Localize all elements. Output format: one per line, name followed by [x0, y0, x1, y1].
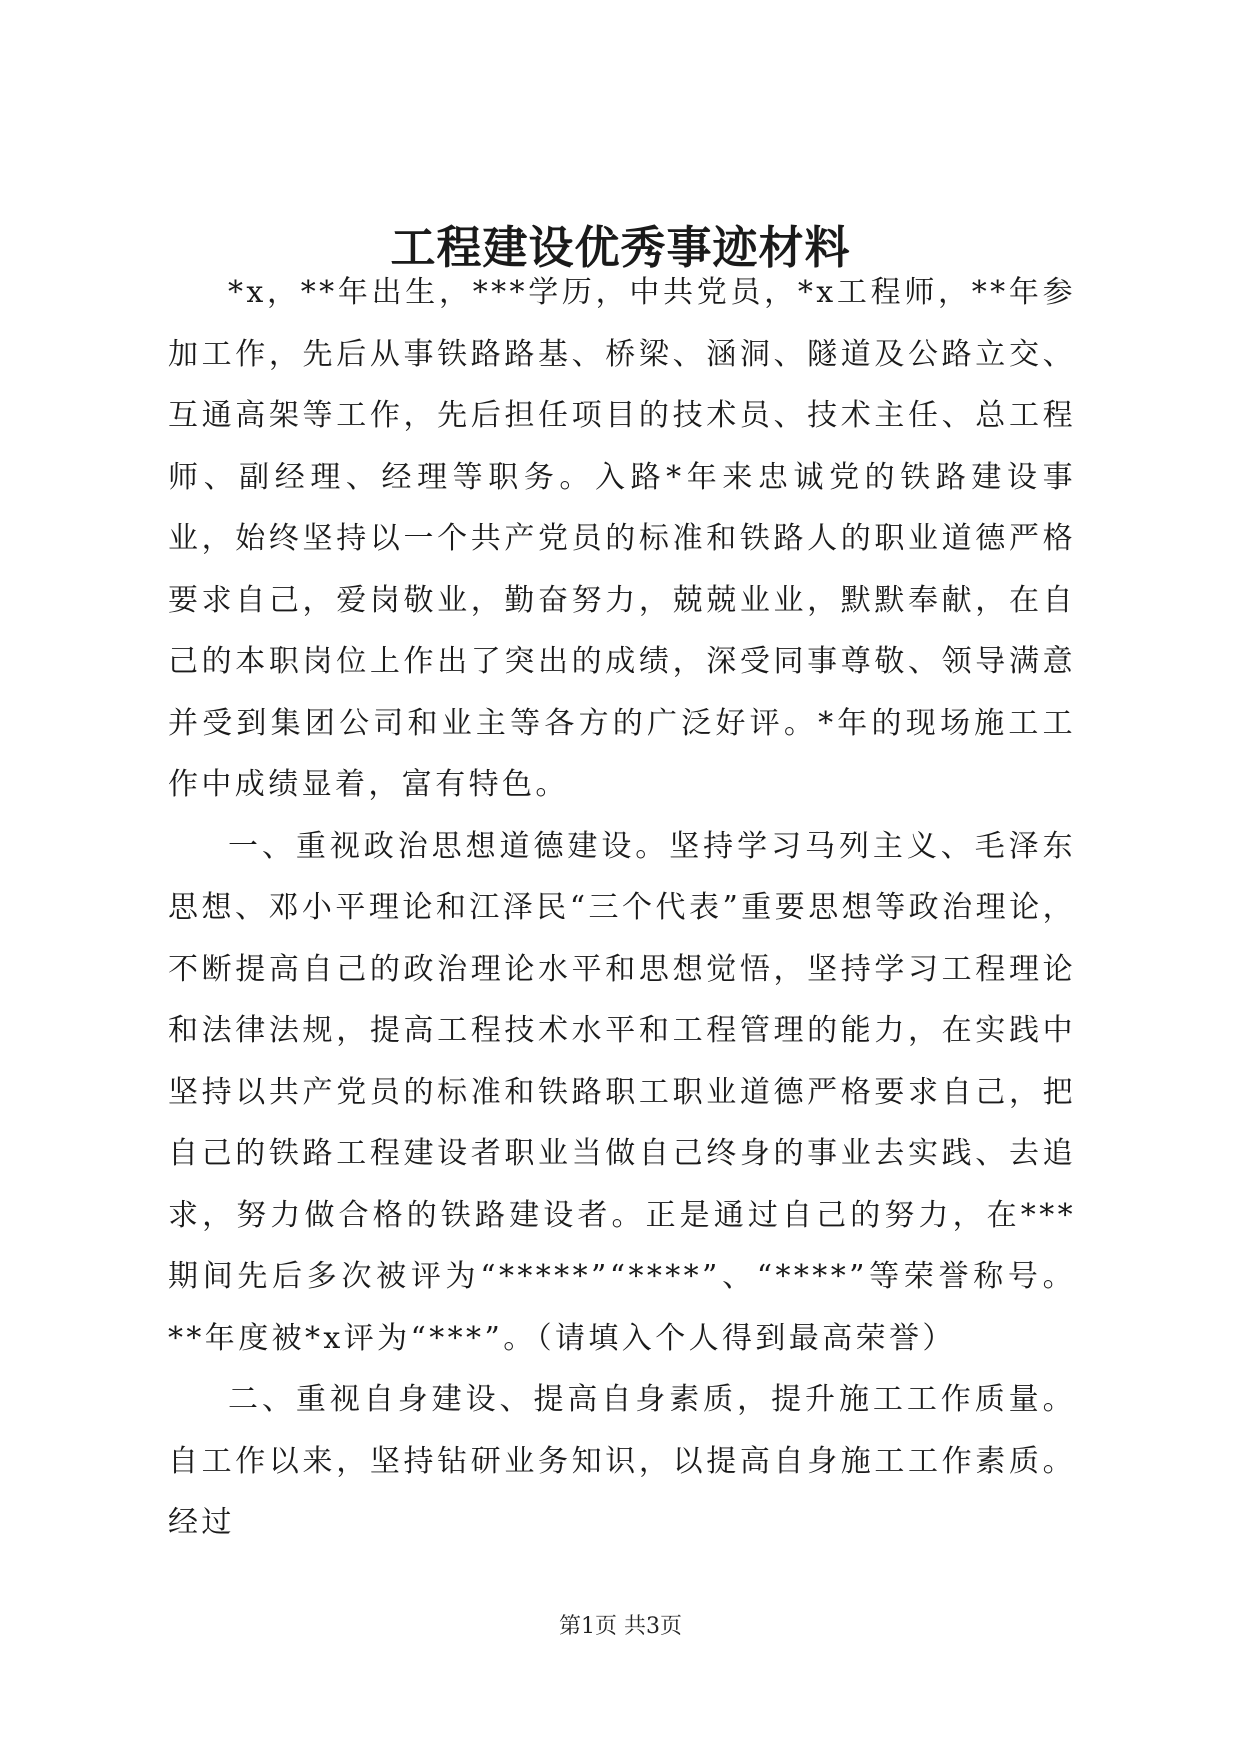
paragraph-section-2: 二、重视自身建设、提高自身素质，提升施工工作质量。自工作以来，坚持钻研业务知识，以提高自身施工工作素质。经过: [168, 1382, 1076, 1540]
page-number-footer: 第1页 共3页: [559, 1614, 682, 1639]
paragraph-section-1: 一、重视政治思想道德建设。坚持学习马列主义、毛泽东思想、邓小平理论和江泽民“三个代表”重要思想等政治理论，不断提高自己的政治理论水平和思想觉悟，坚持学习工程理论和法律法规，提高工程技术水平和工程管理的能力，在实践中坚持以共产党员的标准和铁路职工职业道德严格要求自己，把自己的铁路工程建设者职业当做自己终身的事业去实践、去追求，努力做合格的铁路建设者。正是通过自己的努力，在***期间先后多次被评为“*****”“****”、“****”等荣誉称号。**年度被*x评为“***”。（请填入个人得到最高荣誉）: [168, 828, 1076, 1356]
document-title: 工程建设优秀事迹材料: [390, 221, 851, 274]
document-body: [168, 262, 1076, 1554]
paragraph-intro: *x，**年出生，***学历，中共党员，*x工程师，**年参加工作，先后从事铁路路基、桥梁、涵洞、隧道及公路立交、互通高架等工作，先后担任项目的技术员、技术主任、总工程师、副经理、经理等职务。入路*年来忠诚党的铁路建设事业，始终坚持以一个共产党员的标准和铁路人的职业道德严格要求自己，爱岗敬业，勤奋努力，兢兢业业，默默奉献，在自己的本职岗位上作出了突出的成绩，深受同事尊敬、领导满意并受到集团公司和业主等各方的广泛好评。*年的现场施工工作中成绩显着，富有特色。: [168, 275, 1076, 802]
